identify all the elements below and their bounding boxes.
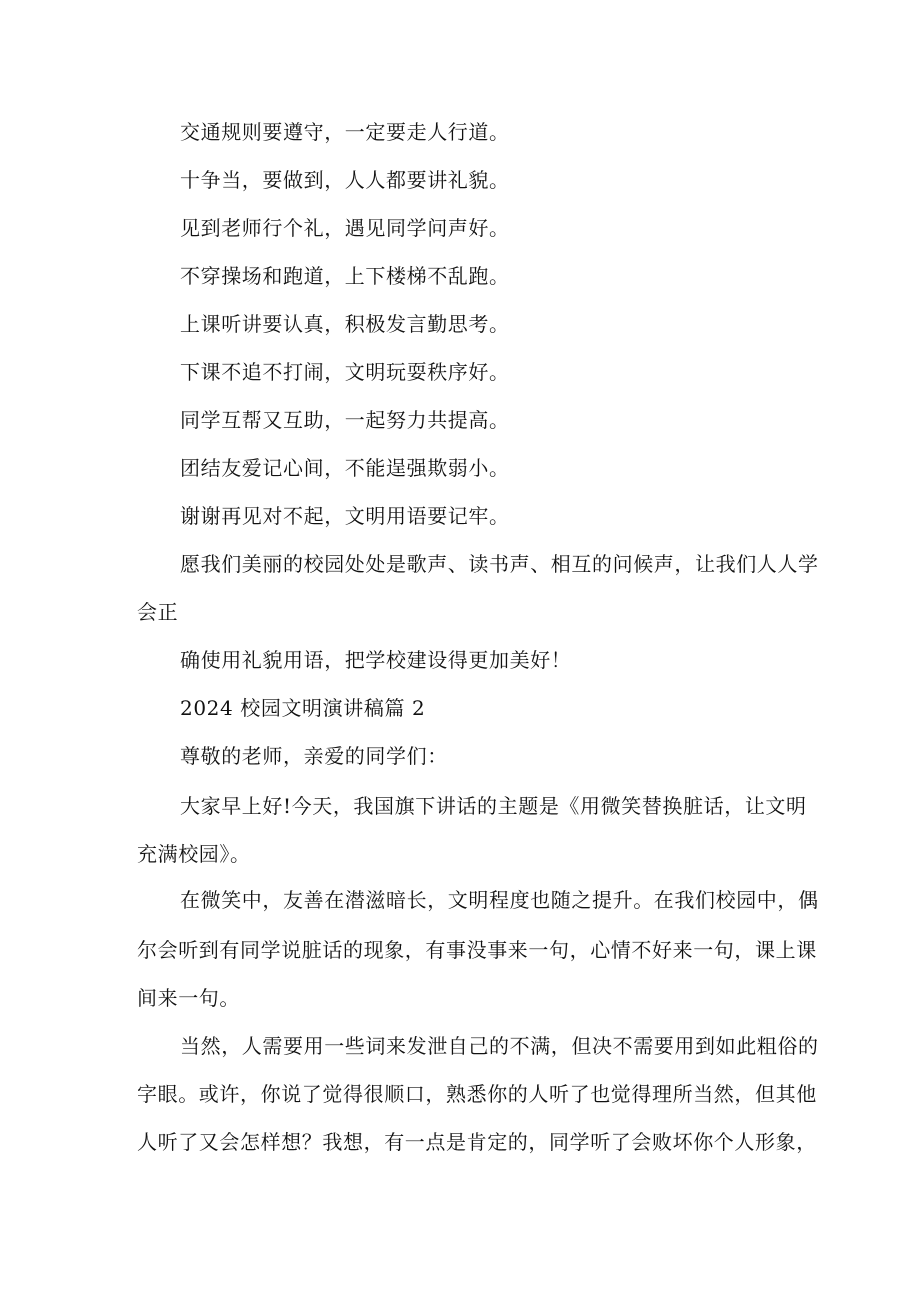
closing-line: 确使用礼貌用语，把学校建设得更加美好！ xyxy=(180,648,572,672)
paragraph-3-line-2: 字眼。或许，你说了觉得很顺口，熟悉你的人听了也觉得理所当然，但其他 xyxy=(137,1082,817,1106)
paragraph-2-line-3: 间来一句。 xyxy=(137,986,240,1010)
verse-line: 上课听讲要认真，积极发言勤思考。 xyxy=(180,312,510,336)
verse-line: 十争当，要做到，人人都要讲礼貌。 xyxy=(180,168,510,192)
section-title: 2024 校园文明演讲稿篇 2 xyxy=(180,696,426,720)
paragraph-3-line-3: 人听了又会怎样想？我想，有一点是肯定的，同学听了会败坏你个人形象， xyxy=(137,1130,817,1154)
paragraph-1-line-2: 充满校园》。 xyxy=(137,842,251,866)
verse-line: 团结友爱记心间，不能逞强欺弱小。 xyxy=(180,456,510,480)
paragraph-3-line-1: 当然，人需要用一些词来发泄自己的不满，但决不需要用到如此粗俗的 xyxy=(180,1034,819,1058)
verse-line: 谢谢再见对不起，文明用语要记牢。 xyxy=(180,504,510,528)
paragraph-2-line-2: 尔会听到有同学说脏话的现象，有事没事来一句，心情不好来一句，课上课 xyxy=(137,938,817,962)
wish-line-2: 会正 xyxy=(137,600,179,624)
verse-line: 同学互帮又互助，一起努力共提高。 xyxy=(180,408,510,432)
verse-line: 见到老师行个礼，遇见同学问声好。 xyxy=(180,216,510,240)
wish-line-1: 愿我们美丽的校园处处是歌声、读书声、相互的问候声，让我们人人学 xyxy=(180,552,819,576)
paragraph-2-line-1: 在微笑中，友善在潜滋暗长，文明程度也随之提升。在我们校园中，偶 xyxy=(180,888,819,912)
paragraph-1-line-1: 大家早上好!今天，我国旗下讲话的主题是《用微笑替换脏话，让文明 xyxy=(180,794,807,818)
greeting-line: 尊敬的老师，亲爱的同学们： xyxy=(180,744,448,768)
verse-line: 下课不追不打闹，文明玩耍秩序好。 xyxy=(180,360,510,384)
verse-line: 不穿操场和跑道，上下楼梯不乱跑。 xyxy=(180,264,510,288)
verse-line: 交通规则要遵守，一定要走人行道。 xyxy=(180,120,510,144)
